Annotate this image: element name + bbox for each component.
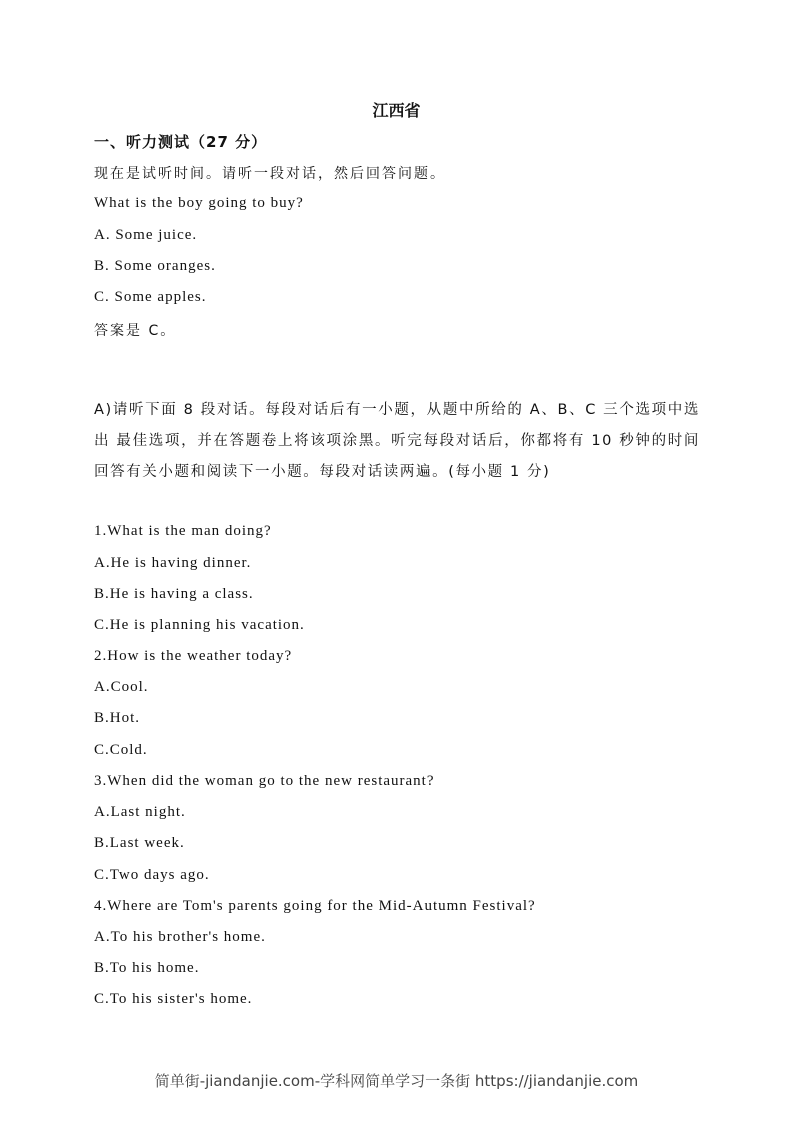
question-4: 4.Where are Tom's parents going for the Mid-Autumn Festival?	[94, 898, 536, 914]
question-2-option-c: C.Cold.	[94, 742, 148, 758]
question-4-option-b: B.To his home.	[94, 960, 200, 976]
question-1-option-a: A.He is having dinner.	[94, 555, 252, 571]
question-4-option-a: A.To his brother's home.	[94, 929, 266, 945]
sample-option-c: C. Some apples.	[94, 289, 207, 305]
footer-watermark: 简单街-jiandanjie.com-学科网简单学习一条街 https://jiandanjie.com	[154, 1072, 639, 1090]
sample-question: What is the boy going to buy?	[94, 195, 304, 211]
question-3-option-a: A.Last night.	[94, 804, 186, 820]
question-3-option-b: B.Last week.	[94, 835, 185, 851]
question-4-option-c: C.To his sister's home.	[94, 991, 253, 1007]
question-1-option-c: C.He is planning his vacation.	[94, 617, 305, 633]
document-title: 江西省	[372, 101, 421, 120]
question-2-option-a: A.Cool.	[94, 679, 149, 695]
sample-answer: 答案是 C。	[94, 323, 177, 339]
question-1-option-b: B.He is having a class.	[94, 586, 254, 602]
section-heading: 一、听力测试（27 分）	[94, 133, 268, 151]
question-2: 2.How is the weather today?	[94, 648, 293, 664]
question-2-option-b: B.Hot.	[94, 710, 141, 726]
question-3-option-c: C.Two days ago.	[94, 867, 210, 883]
sample-option-a: A. Some juice.	[94, 227, 198, 243]
question-1: 1.What is the man doing?	[94, 523, 272, 539]
part-a-instructions: A)请听下面 8 段对话。每段对话后有一小题，从题中所给的 A、B、C 三个选项中选出 最佳选项，并在答题卷上将该项涂黑。听完每段对话后，你都将有 10 秒钟的时间回答有关小题和阅读下一小题。每段对话读两遍。(每小题 1 分)	[94, 402, 700, 480]
sample-option-b: B. Some oranges.	[94, 258, 216, 274]
question-3: 3.When did the woman go to the new restaurant?	[94, 773, 435, 789]
sample-intro: 现在是试听时间。请听一段对话，然后回答问题。	[94, 166, 446, 182]
